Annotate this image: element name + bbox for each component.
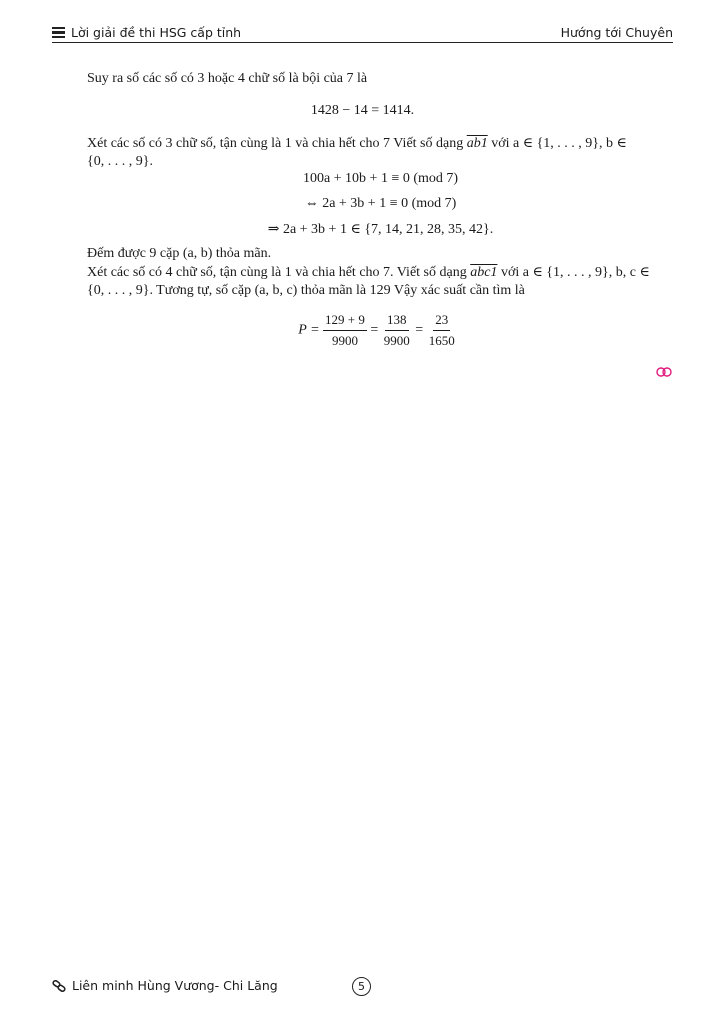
p2-condition: với a ∈ {1, . . . , 9}, b ∈ xyxy=(487,136,627,151)
link-icon xyxy=(52,980,66,992)
fraction-2-numerator: 138 xyxy=(385,312,409,331)
fraction-1-numerator: 129 + 9 xyxy=(323,312,367,331)
intro-line: Suy ra số các số có 3 hoặc 4 chữ số là bội của 7 là xyxy=(87,71,368,86)
p4-condition: với a ∈ {1, . . . , 9}, b, c ∈ xyxy=(497,265,650,280)
fraction-2-denominator: 9900 xyxy=(383,333,410,348)
prob-lhs: P = xyxy=(298,322,320,338)
paragraph-four-digit xyxy=(87,264,687,300)
menu-icon xyxy=(52,27,65,38)
p2-continuation: {0, . . . , 9}. xyxy=(87,154,153,169)
qed-mark-icon xyxy=(656,367,672,377)
page-footer xyxy=(52,978,278,993)
fraction-2 xyxy=(382,312,412,349)
p2-text: Xét các số có 3 chữ số, tận cùng là 1 và chia hết cho 7 Viết số dạng xyxy=(87,136,464,151)
fraction-1-denominator: 9900 xyxy=(331,333,358,348)
fraction-3-numerator: 23 xyxy=(433,312,450,331)
page-number: 5 xyxy=(352,977,371,996)
equation-count: 1428 − 14 = 1414. xyxy=(310,103,415,118)
p4-text: Xét các số có 4 chữ số, tận cùng là 1 và chia hết cho 7. Viết số dạng xyxy=(87,265,467,280)
probability-equation xyxy=(15,312,725,349)
equals-sign-a: = xyxy=(370,322,379,338)
fraction-1 xyxy=(323,312,367,349)
fraction-3-denominator: 1650 xyxy=(428,333,455,348)
p4-continuation: {0, . . . , 9}. Tương tự, số cặp (a, b, c) thỏa mãn là 129 Vậy xác suất cần tìm là xyxy=(87,283,525,298)
header-title: Lời giải đề thi HSG cấp tỉnh xyxy=(71,25,242,40)
paragraph-three-digit xyxy=(87,135,673,171)
paragraph-pair-count: Đếm được 9 cặp (a, b) thỏa mãn. xyxy=(87,246,272,261)
page-header xyxy=(52,24,673,43)
equation-set: ⇒ 2a + 3b + 1 ∈ {7, 14, 21, 28, 35, 42}. xyxy=(267,222,494,237)
p2-number-notation: ab1 xyxy=(466,136,488,151)
equation-congruence-2: ⇔ 2a + 3b + 1 ≡ 0 (mod 7) xyxy=(304,196,457,211)
fraction-3 xyxy=(427,312,457,349)
equals-sign-b: = xyxy=(415,322,424,338)
header-left xyxy=(52,25,241,40)
header-right-title: Hướng tới Chuyên xyxy=(560,25,673,40)
footer-text: Liên minh Hùng Vương- Chi Lăng xyxy=(72,978,278,993)
equation-congruence-1: 100a + 10b + 1 ≡ 0 (mod 7) xyxy=(302,171,459,186)
p4-number-notation: abc1 xyxy=(470,265,498,280)
